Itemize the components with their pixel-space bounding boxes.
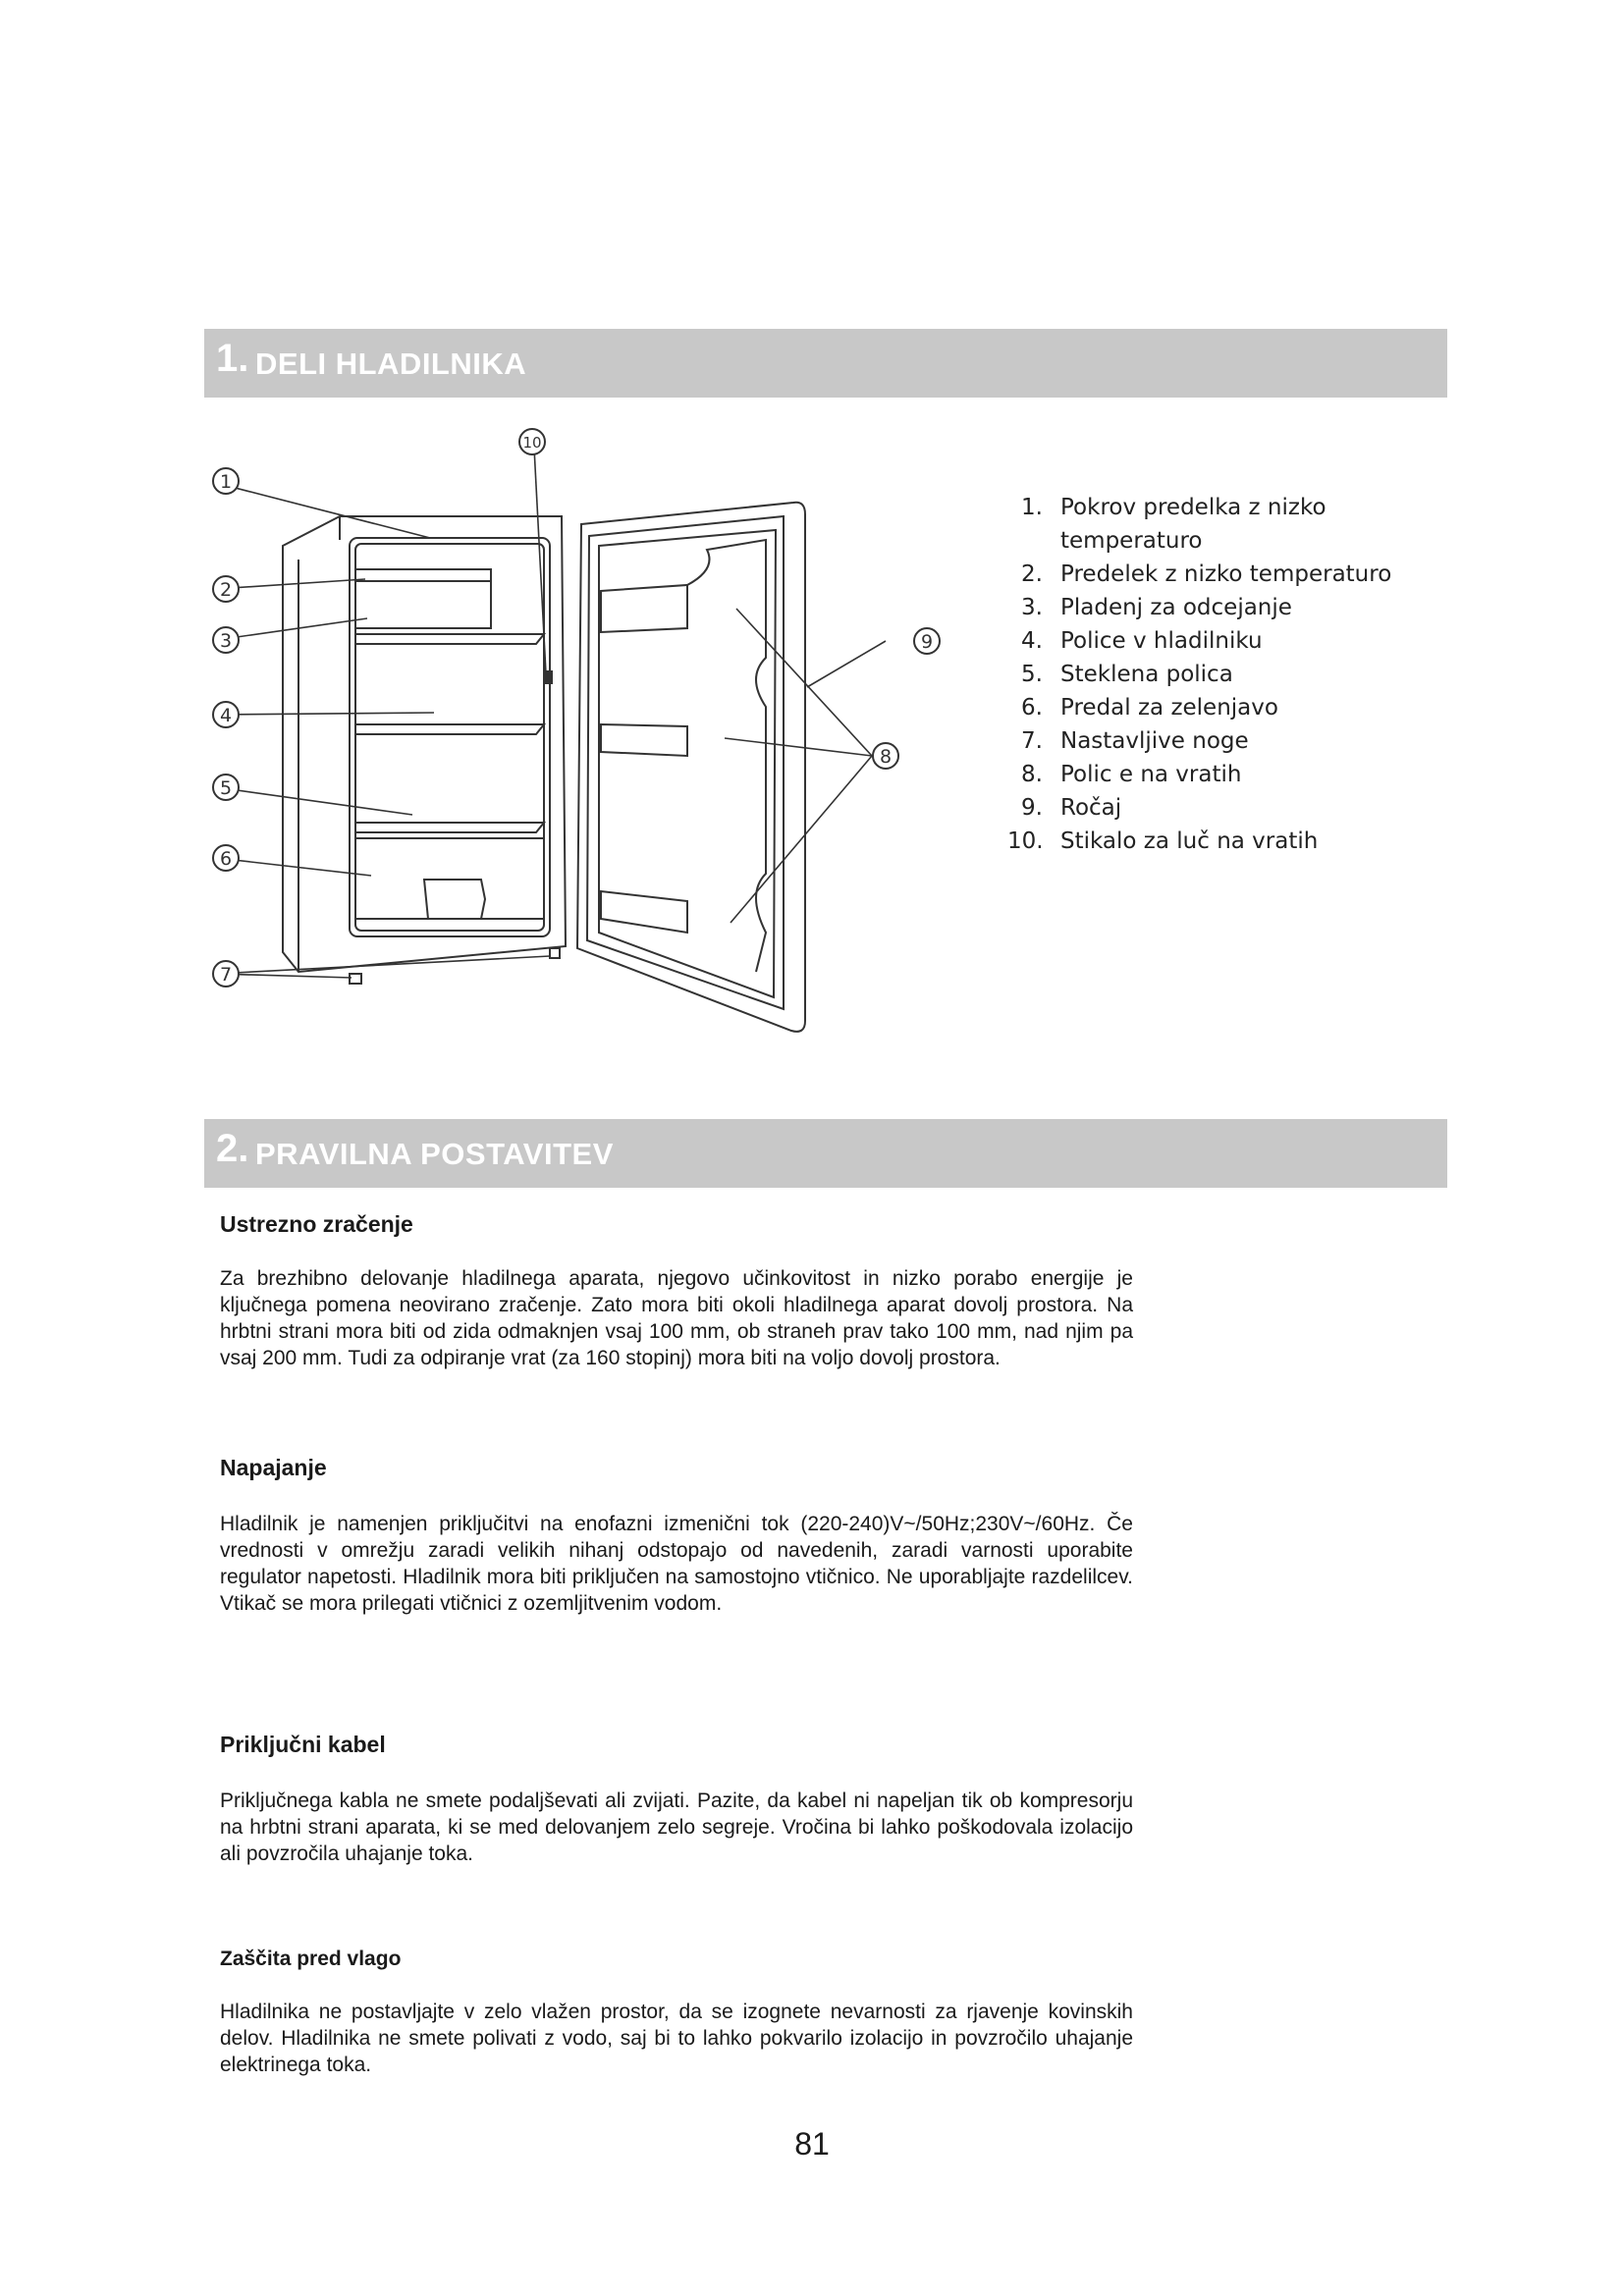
svg-text:3: 3 — [219, 630, 233, 652]
callout-6 — [213, 845, 239, 871]
page-number: 81 — [794, 2126, 830, 2162]
block-text: Za brezhibno delovanje hladilnega aparata, njegovo učinkovitost in nizko porabo energije je ključnega pomena neovirano zračenje. Zato mora biti okoli hladilnega aparat dovolj prostora. Na hrbtni strani mora biti od zida odmaknjen vsaj 100 mm, ob straneh prav tako 100 mm, nad njim pa vsaj 200 mm. Tudi za odpiranje vrat (za 160 stopinj) mora biti na voljo dovolj prostora. — [220, 1267, 1133, 1369]
svg-text:6: 6 — [219, 848, 233, 870]
block-text: Hladilnika ne postavljajte v zelo vlažen prostor, da se izognete nevarnosti za rjavenje kovinskih delov. Hladilnika ne smete polivati z vodo, saj bi to lahko pokvarilo izolacijo in povzročilo uhajanje elektrinega toka. — [220, 2001, 1133, 2076]
legend-item: 9. Ročaj — [1021, 795, 1122, 821]
svg-text:4: 4 — [219, 705, 233, 726]
block-heading: Napajanje — [220, 1455, 327, 1480]
callout-4 — [213, 702, 239, 727]
callout-10 — [519, 429, 545, 454]
block-heading: Ustrezno zračenje — [220, 1211, 413, 1237]
power-supply-block — [220, 1455, 1133, 1617]
svg-text:8: 8 — [879, 746, 893, 768]
section-number: 1. — [216, 337, 249, 380]
callout-2 — [213, 576, 239, 602]
power-cable-block — [220, 1732, 1133, 1867]
svg-text:2: 2 — [219, 579, 233, 601]
callout-9 — [914, 628, 940, 654]
parts-legend — [1007, 491, 1453, 858]
section-header-installation — [204, 1119, 1447, 1188]
svg-text:1: 1 — [219, 471, 233, 493]
door-outline — [577, 503, 805, 1032]
legend-item: 1. Pokrov predelka z nizko temperaturo — [1021, 495, 1326, 554]
refrigerator-parts-diagram — [196, 422, 982, 1050]
legend-item: 10. Stikalo za luč na vratih — [1007, 828, 1319, 854]
callout-1 — [213, 468, 239, 494]
legend-item: 2. Predelek z nizko temperaturo — [1021, 561, 1392, 587]
callout-8 — [873, 743, 898, 769]
legend-item: 6. Predal za zelenjavo — [1021, 695, 1278, 721]
callout-5 — [213, 774, 239, 800]
legend-item: 3. Pladenj za odcejanje — [1021, 595, 1292, 620]
section-title: DELI HLADILNIKA — [255, 347, 527, 381]
svg-text:9: 9 — [920, 631, 934, 653]
callout-7 — [213, 961, 239, 987]
block-text: Priključnega kabla ne smete podaljševati ali zvijati. Pazite, da kabel ni napeljan tik ob kompresorju na hrbtni strani aparata, ki se med delovanjem zelo segreje. Vročina bi lahko poškodovala izolacijo ali povzročila uhajanje toka. — [220, 1789, 1133, 1865]
legend-item: 4. Police v hladilniku — [1021, 628, 1263, 654]
block-heading: Priključni kabel — [220, 1732, 386, 1757]
section-header-parts — [204, 329, 1447, 398]
block-heading: Zaščita pred vlago — [220, 1948, 402, 1970]
ventilation-block — [220, 1211, 1133, 1371]
callout-3 — [213, 627, 239, 653]
svg-text:5: 5 — [219, 777, 233, 799]
legend-item: 8. Polic e na vratih — [1021, 762, 1242, 787]
legend-item: 5. Steklena polica — [1021, 662, 1233, 687]
svg-text:7: 7 — [219, 964, 233, 986]
moisture-protection-block — [220, 1948, 1133, 2078]
block-text: Hladilnik je namenjen priključitvi na enofazni izmenični tok (220-240)V~/50Hz;230V~/60Hz. Če vrednosti v omrežju zaradi velikih nihanj odstopajo od navedenih, zaradi varnosti uporabite regulator napetosti. Hladilnik mora biti priključen na samostojno vtičnico. Ne uporabljajte razdelilcev. Vtikač se mora prilegati vtičnici z ozemljitvenim vodom. — [220, 1513, 1133, 1615]
svg-text:10: 10 — [522, 434, 542, 452]
legend-item: 7. Nastavljive noge — [1021, 728, 1249, 754]
section-number: 2. — [216, 1127, 249, 1170]
section-title: PRAVILNA POSTAVITEV — [255, 1137, 614, 1171]
cabinet-outline — [283, 516, 566, 984]
